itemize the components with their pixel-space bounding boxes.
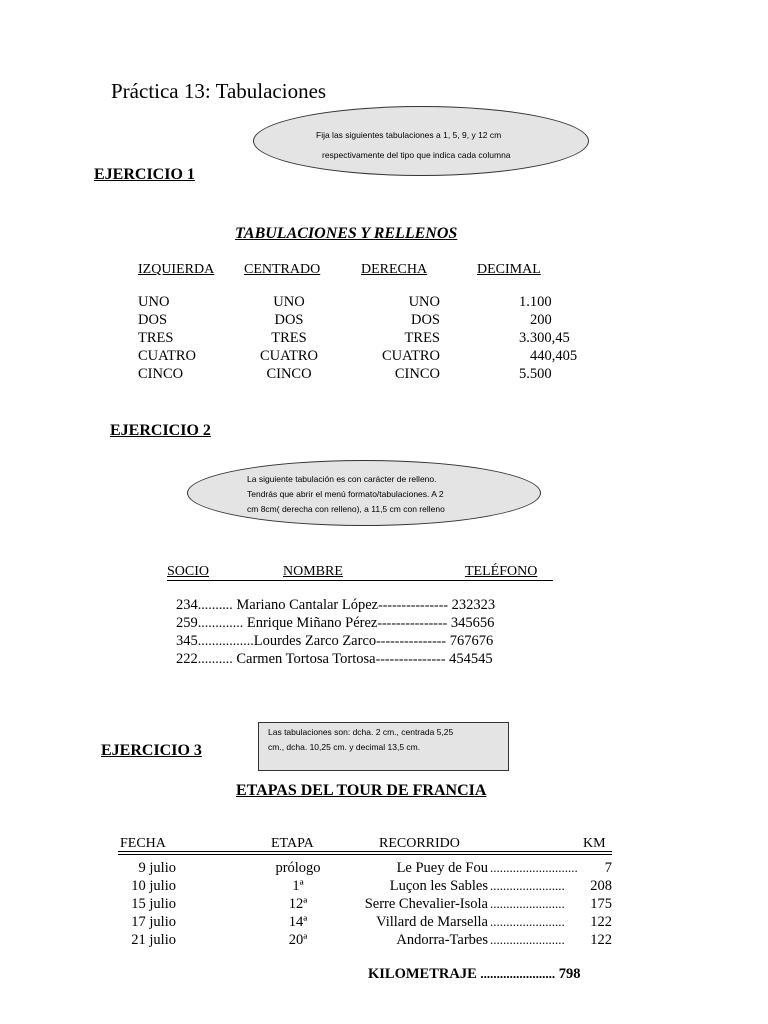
cell-centrado: DOS [274,312,304,328]
socio-name: Enrique Miñano Pérez [246,615,378,631]
header-double-rule-bottom [118,854,612,855]
cell-izquierda: TRES [138,330,174,346]
cell-izquierda: DOS [138,312,168,328]
total-value: 798 [558,966,581,982]
table-row [176,633,493,650]
cell-km: 208 [590,878,612,894]
header-double-rule-top [118,851,612,852]
table-row [176,597,495,614]
col-header-km: KM [583,836,606,851]
cell-fecha: 10 julio [131,878,176,894]
cell-izquierda: CINCO [138,366,184,382]
cell-centrado: CINCO [266,366,312,382]
col-header-recorrido: RECORRIDO [379,836,460,851]
note-3-line-2: cm., dcha. 10,25 cm. y decimal 13,5 cm. [268,742,421,752]
cell-izquierda: UNO [138,294,170,310]
socio-name: Carmen Tortosa Tortosa [236,651,376,667]
cell-km: 122 [590,914,612,930]
cell-recorrido: Le Puey de Fou [396,860,488,876]
note-2-line-3: cm 8cm( derecha con relleno), a 11,5 cm con relleno [247,504,445,514]
cell-km: 7 [604,860,612,876]
table-row [176,615,494,632]
ejercicio-2-label: EJERCICIO 2 [110,422,211,439]
cell-decimal: 200 [530,312,552,328]
cell-etapa: prólogo [275,860,321,876]
cell-etapa: 1ª [292,878,304,894]
cell-fecha: 17 julio [131,914,176,930]
cell-decimal: 3.300,45 [519,330,570,346]
total-leader: ....................... [480,966,556,981]
cell-leader: ....................... [490,878,565,893]
cell-recorrido: Serre Chevalier-Isola [364,896,488,912]
cell-km: 122 [590,932,612,948]
col-header-derecha: DERECHA [361,262,428,277]
cell-derecha: DOS [410,312,440,328]
table-row [176,651,493,668]
dash-leader: --------------- [376,634,447,649]
cell-derecha: UNO [408,294,440,310]
cell-fecha: 9 julio [138,860,176,876]
socio-number: 259 [176,615,198,631]
cell-leader: ........................... [490,860,578,875]
cell-leader: ....................... [490,896,565,911]
cell-derecha: CINCO [394,366,440,382]
ejercicio-1-label: EJERCICIO 1 [94,166,195,183]
cell-leader: ....................... [490,914,565,929]
socio-phone: 345656 [450,615,495,631]
cell-decimal: 440,405 [530,348,578,364]
socio-name: Mariano Cantalar López [236,597,379,613]
cell-fecha: 21 julio [131,932,176,948]
dot-leader: .......... [197,652,233,667]
cell-recorrido: Andorra-Tarbes [396,932,488,948]
cell-km: 175 [590,896,612,912]
cell-etapa: 20ª [288,932,308,948]
cell-recorrido: Villard de Marsella [376,914,488,930]
ejercicio-1-heading: TABULACIONES Y RELLENOS [235,225,458,242]
dash-leader: --------------- [377,616,448,631]
ejercicio-3-heading: ETAPAS DEL TOUR DE FRANCIA [236,782,487,799]
dot-leader: ................ [197,634,254,649]
cell-izquierda: CUATRO [138,348,197,364]
cell-leader: ....................... [490,932,565,947]
col-header-izquierda: IZQUIERDA [138,262,215,277]
socio-name: Lourdes Zarco Zarco [253,633,377,649]
cell-centrado: TRES [271,330,307,346]
dash-leader: --------------- [378,598,449,613]
dash-leader: --------------- [375,652,446,667]
cell-decimal: 5.500 [519,366,552,382]
socio-phone: 767676 [449,633,494,649]
header-underline [167,580,553,581]
col-header-socio: SOCIO [167,564,210,579]
note-2-line-1: La siguiente tabulación es con carácter de relleno. [247,474,437,484]
cell-recorrido: Luçon les Sables [389,878,488,894]
col-header-telefono: TELÉFONO [465,564,538,579]
dot-leader: .......... [197,598,233,613]
cell-etapa: 12ª [288,896,308,912]
total-row [368,966,581,983]
cell-centrado: UNO [273,294,305,310]
socio-phone: 232323 [451,597,496,613]
note-1-line-2: respectivamente del tipo que indica cada columna [322,150,511,160]
cell-centrado: CUATRO [259,348,318,364]
dot-leader: ............. [197,616,244,631]
cell-etapa: 14ª [288,914,308,930]
col-header-centrado: CENTRADO [244,262,321,277]
note-2-line-2: Tendrás que abrir el menú formato/tabulaciones. A 2 [247,489,444,499]
cell-fecha: 15 julio [131,896,176,912]
note-3-line-1: Las tabulaciones son: dcha. 2 cm., centrada 5,25 [268,727,454,737]
cell-derecha: TRES [404,330,440,346]
note-1-line-1: Fija las siguientes tabulaciones a 1, 5, 9, y 12 cm [316,130,502,140]
ejercicio-3-label: EJERCICIO 3 [101,742,202,759]
cell-derecha: CUATRO [381,348,440,364]
page-title: Práctica 13: Tabulaciones [111,79,327,103]
cell-decimal: 1.100 [519,294,552,310]
socio-phone: 454545 [449,651,493,667]
col-header-nombre: NOMBRE [283,564,343,579]
socio-number: 222 [176,651,198,667]
col-header-etapa: ETAPA [271,836,314,851]
total-label: KILOMETRAJE [368,966,477,982]
socio-number: 234 [176,597,198,613]
col-header-fecha: FECHA [120,836,166,851]
socio-number: 345 [176,633,198,649]
col-header-decimal: DECIMAL [477,262,541,277]
